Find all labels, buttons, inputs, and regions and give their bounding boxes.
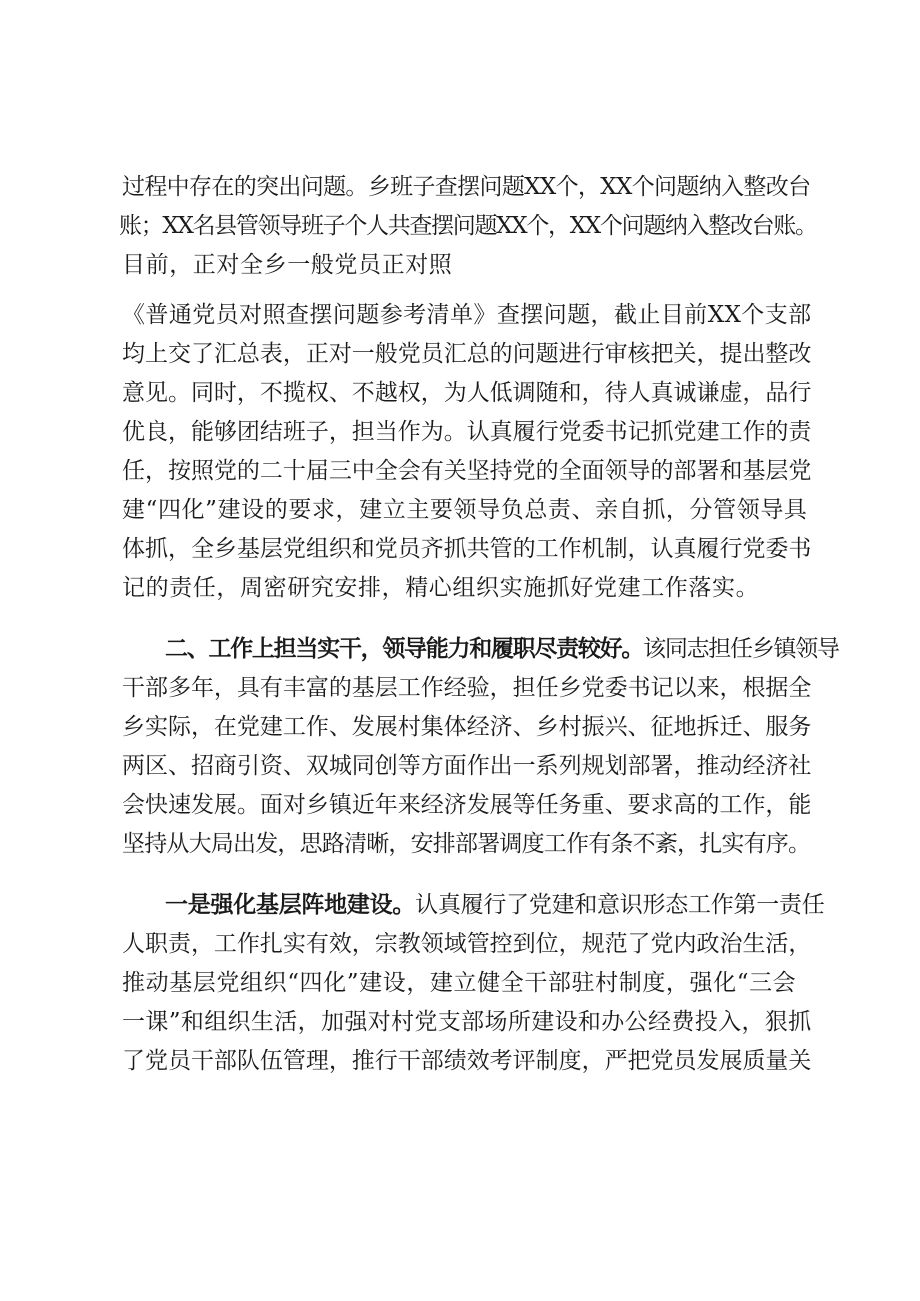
section-heading: 二、工作上担当实干，领导能力和履职尽责较好。 xyxy=(165,636,644,662)
text-run: 该同志担任乡镇领导 xyxy=(643,636,839,662)
text-line: 均上交了汇总表，正对一般党员汇总的问题进行审核把关，提出整改 xyxy=(122,341,812,367)
text-line: 记的责任，周密研究安排，精心组织实施抓好党建工作落实。 xyxy=(122,575,760,601)
text-line: 任，按照党的二十届三中全会有关坚持党的全面领导的部署和基层党 xyxy=(122,458,812,484)
text-line: 体抓，全乡基层党组织和党员齐抓共管的工作机制，认真履行党委书 xyxy=(122,536,812,562)
text-line xyxy=(165,888,825,922)
text-line: 一课”和组织生活，加强对村党支部场所建设和办公经费投入，狠抓 xyxy=(122,1009,812,1035)
text-line: 意见。同时，不揽权、不越权，为人低调随和，待人真诚谦虚，品行 xyxy=(122,380,812,406)
text-line: 乡实际，在党建工作、发展村集体经济、乡村振兴、征地拆迁、服务 xyxy=(122,714,812,740)
text-line: 推动基层党组织“四化”建设，建立健全干部驻村制度，强化“三会 xyxy=(122,970,797,996)
text-line: 目前，正对全乡一般党员正对照 xyxy=(122,252,453,278)
text-line: 干部多年，具有丰富的基层工作经验，担任乡党委书记以来，根据全 xyxy=(122,675,812,701)
text-line: 了党员干部队伍管理，推行干部绩效考评制度，严把党员发展质量关 xyxy=(122,1048,812,1074)
text-line xyxy=(165,632,839,666)
text-line: 账；XX名县管领导班子个人共查摆问题XX个，XX个问题纳入整改台账。 xyxy=(119,213,817,239)
text-line: 会快速发展。面对乡镇近年来经济发展等任务重、要求高的工作，能 xyxy=(122,792,812,818)
text-run: 认真履行了党建和意识形态工作第一责任 xyxy=(415,892,825,918)
text-line: 两区、招商引资、双城同创等方面作出一系列规划部署，推动经济社 xyxy=(122,753,812,779)
section-heading: 一是强化基层阵地建设。 xyxy=(165,892,416,918)
text-line: 建“四化”建设的要求，建立主要领导负总责、亲自抓，分管领导具 xyxy=(122,497,808,523)
text-line: 过程中存在的突出问题。乡班子查摆问题XX个，XX个问题纳入整改台 xyxy=(122,174,811,200)
text-line: 人职责，工作扎实有效，宗教领域管控到位，规范了党内政治生活， xyxy=(122,931,812,957)
text-line: 《普通党员对照查摆问题参考清单》查摆问题，截止目前XX个支部 xyxy=(122,302,812,328)
text-line: 优良，能够团结班子，担当作为。认真履行党委书记抓党建工作的责 xyxy=(122,419,812,445)
text-line: 坚持从大局出发，思路清晰，安排部署调度工作有条不紊，扎实有序。 xyxy=(122,831,811,857)
